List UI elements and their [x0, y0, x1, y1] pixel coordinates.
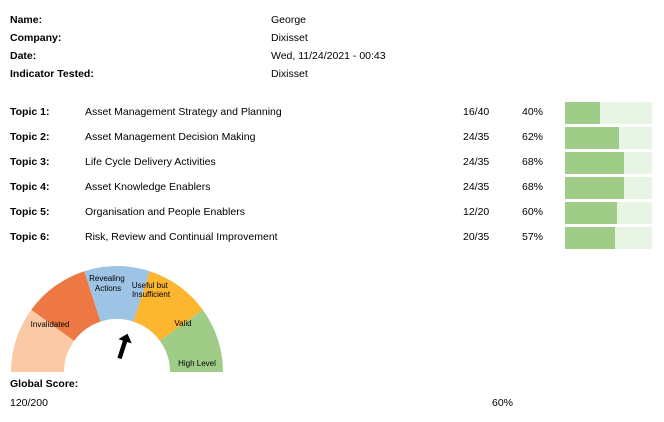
name-value: George [271, 14, 307, 26]
gauge-label-revealing-actions: Revealing Actions [89, 274, 125, 293]
topic-row-4 [0, 176, 664, 198]
topic-score: 24/35 [463, 156, 490, 168]
date-label: Date: [10, 50, 37, 62]
topic-name: Asset Management Decision Making [85, 131, 256, 143]
topic-percent: 60% [522, 206, 544, 218]
topic-row-1 [0, 101, 664, 123]
global-score-label: Global Score: [10, 378, 79, 390]
gauge-label-high-level: High Level [178, 359, 216, 368]
topic-percent: 68% [522, 156, 544, 168]
topic-label: Topic 1: [10, 106, 50, 118]
topic-label: Topic 2: [10, 131, 50, 143]
indicator-value: Dixisset [271, 68, 308, 80]
topic-progress-fill [565, 227, 615, 249]
topic-score: 20/35 [463, 231, 490, 243]
topic-progress-fill [565, 102, 600, 124]
topic-percent: 40% [522, 106, 544, 118]
topic-progress-bar [565, 127, 652, 149]
topic-progress-bar [565, 152, 652, 174]
topic-name: Risk, Review and Continual Improvement [85, 231, 278, 243]
topic-score: 24/35 [463, 181, 490, 193]
topic-progress-bar [565, 102, 652, 124]
topic-label: Topic 4: [10, 181, 50, 193]
topic-name: Life Cycle Delivery Activities [85, 156, 216, 168]
company-label: Company: [10, 32, 62, 44]
topic-label: Topic 3: [10, 156, 50, 168]
name-label: Name: [10, 14, 43, 26]
indicator-label: Indicator Tested: [10, 68, 94, 80]
date-value: Wed, 11/24/2021 - 00:43 [271, 50, 386, 62]
topic-label: Topic 5: [10, 206, 50, 218]
topic-progress-fill [565, 152, 624, 174]
topic-percent: 68% [522, 181, 544, 193]
topic-label: Topic 6: [10, 231, 50, 243]
topic-name: Organisation and People Enablers [85, 206, 245, 218]
topic-progress-fill [565, 177, 624, 199]
topic-row-2 [0, 126, 664, 148]
global-score-value: 120/200 [10, 397, 48, 409]
global-score-percent: 60% [492, 397, 514, 409]
score-gauge [0, 262, 240, 374]
topic-row-3 [0, 151, 664, 173]
company-value: Dixisset [271, 32, 308, 44]
topic-score: 24/35 [463, 131, 490, 143]
topic-name: Asset Knowledge Enablers [85, 181, 211, 193]
topic-name: Asset Management Strategy and Planning [85, 106, 282, 118]
topic-row-6 [0, 226, 664, 248]
topic-progress-bar [565, 177, 652, 199]
topic-row-5 [0, 201, 664, 223]
topic-score: 16/40 [463, 106, 490, 118]
topic-progress-fill [565, 202, 617, 224]
topic-percent: 62% [522, 131, 544, 143]
gauge-label-useful-but-insufficient: Useful but Insufficient [131, 281, 171, 299]
topic-percent: 57% [522, 231, 544, 243]
gauge-label-valid: Valid [174, 319, 192, 328]
topic-progress-bar [565, 227, 652, 249]
topic-score: 12/20 [463, 206, 490, 218]
topic-progress-bar [565, 202, 652, 224]
gauge-label-invalidated: Invalidated [30, 320, 70, 329]
gauge-needle-arrow [117, 334, 131, 359]
topic-progress-fill [565, 127, 619, 149]
